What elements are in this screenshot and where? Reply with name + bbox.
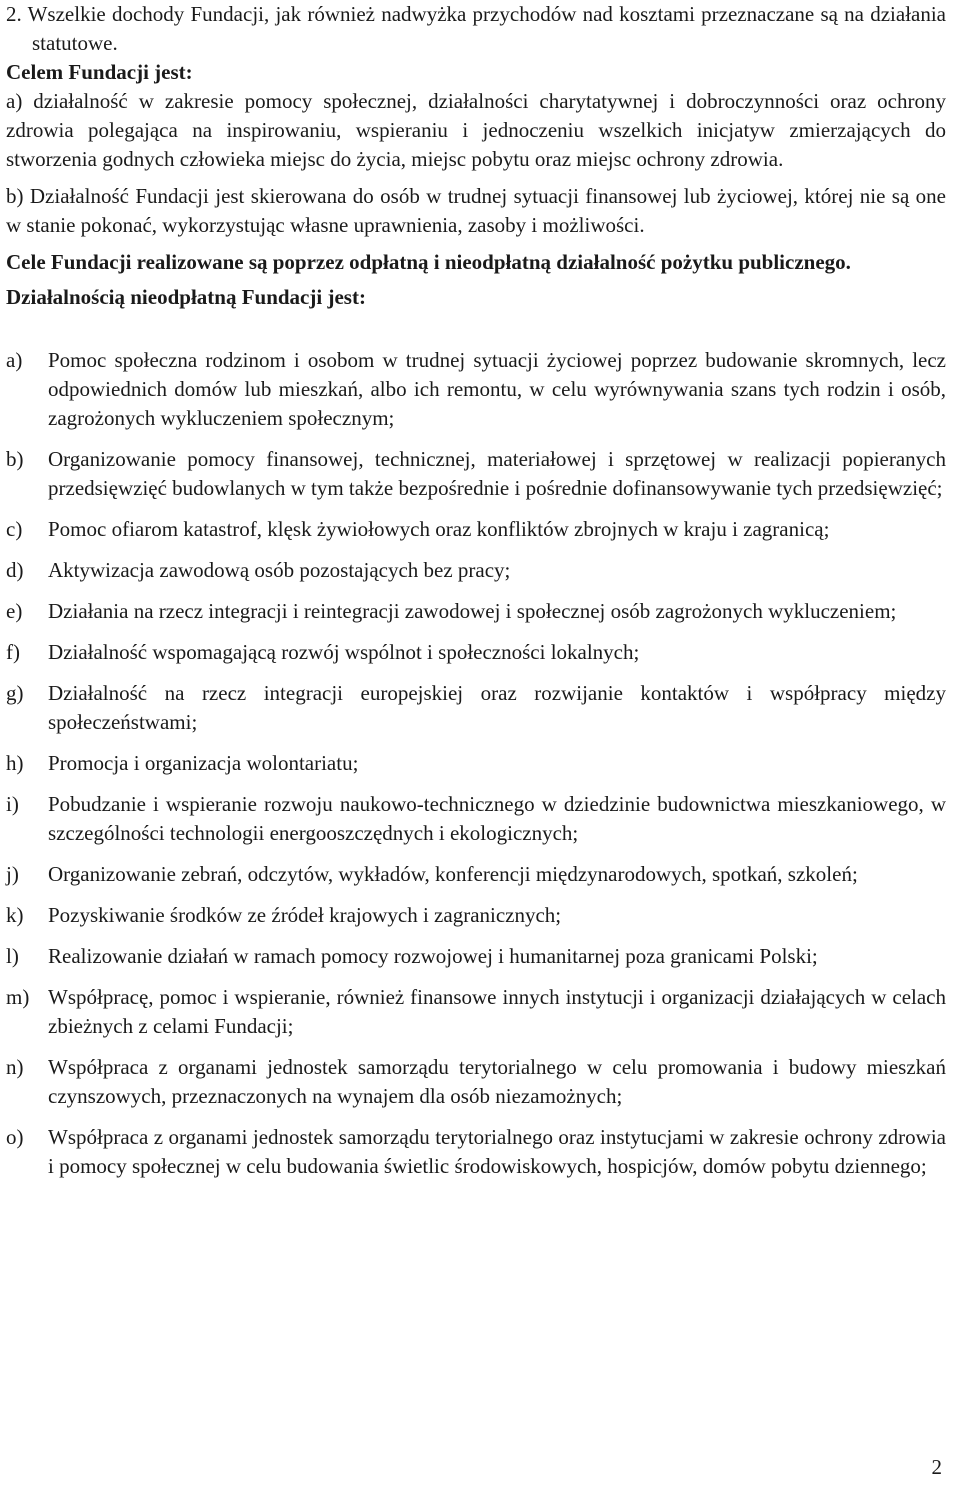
activity-label: j) <box>6 862 19 886</box>
activity-item <box>6 790 946 848</box>
activity-text: Współpraca z organami jednostek samorządu terytorialnego w celu promowania i budowy mieszkań czynszowych, przeznaczonych na wynajem dla osób niezamożnych; <box>48 1055 946 1108</box>
activity-text: Współpracę, pomoc i wspieranie, również finansowe innych instytucji i organizacji działających w celach zbieżnych z celami Fundacji; <box>48 985 946 1038</box>
activity-text: Współpraca z organami jednostek samorządu terytorialnego oraz instytucjami w zakresie ochrony zdrowia i pomocy społecznej w celu budowania świetlic środowiskowych, hospicjów, domów pobytu dziennego; <box>48 1125 946 1178</box>
activity-label: b) <box>6 447 24 471</box>
activity-label: h) <box>6 751 24 775</box>
activity-item <box>6 1123 946 1181</box>
activity-text: Organizowanie zebrań, odczytów, wykładów, konferencji międzynarodowych, spotkań, szkoleń; <box>48 862 858 886</box>
activities-list <box>6 346 946 1181</box>
activity-text: Działalność wspomagającą rozwój wspólnot i społeczności lokalnych; <box>48 640 640 664</box>
activity-label: o) <box>6 1125 24 1149</box>
activity-item <box>6 860 946 889</box>
activity-label: e) <box>6 599 23 623</box>
activity-item <box>6 515 946 544</box>
activity-label: i) <box>6 792 19 816</box>
intro-text: Wszelkie dochody Fundacji, jak również nadwyżka przychodów nad kosztami przeznaczane są na działania statutowe. <box>27 2 947 55</box>
activity-item <box>6 597 946 626</box>
activity-item <box>6 749 946 778</box>
activity-text: Realizowanie działań w ramach pomocy rozwojowej i humanitarnej poza granicami Polski; <box>48 944 818 968</box>
activity-item <box>6 1053 946 1111</box>
activity-text: Działania na rzecz integracji i reintegracji zawodowej i społecznej osób zagrożonych wykluczeniem; <box>48 599 897 623</box>
goals-statement: Cele Fundacji realizowane są poprzez odpłatną i nieodpłatną działalność pożytku publicznego. <box>6 250 851 274</box>
activity-label: k) <box>6 903 24 927</box>
activity-item <box>6 346 946 433</box>
activity-text: Pomoc społeczna rodzinom i osobom w trudnej sytuacji życiowej poprzez budowanie skromnych, lecz odpowiednich domów lub mieszkań, albo ich remontu, w celu wyrównywania szans tych rodzin i osób, zagrożonych wykluczeniem społecznym; <box>48 348 946 430</box>
intro-number: 2. <box>6 2 22 26</box>
activity-text: Promocja i organizacja wolontariatu; <box>48 751 359 775</box>
activity-label: l) <box>6 944 19 968</box>
document-page <box>6 0 946 1193</box>
activity-label: g) <box>6 681 24 705</box>
activity-item <box>6 942 946 971</box>
purpose-heading: Celem Fundacji jest: <box>6 60 193 84</box>
activity-item <box>6 901 946 930</box>
activity-item <box>6 679 946 737</box>
activity-label: c) <box>6 517 23 541</box>
activity-text: Pobudzanie i wspieranie rozwoju naukowo-technicznego w dziedzinie budownictwa mieszkaniowego, w szczególności technologii energooszczędnych i ekologicznych; <box>48 792 946 845</box>
purpose-item-a: a) działalność w zakresie pomocy społecznej, działalności charytatywnej i dobroczynności oraz ochrony zdrowia polegająca na inspirowaniu, wspieraniu i jednoczeniu wszelkich inicjatyw zmierzających do stworzenia godnych człowieka miejsc do życia, miejsc pobytu oraz miejsc ochrony zdrowia. <box>6 89 946 171</box>
activity-label: f) <box>6 640 20 664</box>
activity-text: Pozyskiwanie środków ze źródeł krajowych i zagranicznych; <box>48 903 562 927</box>
activity-item <box>6 556 946 585</box>
activity-item <box>6 983 946 1041</box>
intro-paragraph <box>6 0 946 58</box>
page-number: 2 <box>931 1455 942 1479</box>
activity-text: Pomoc ofiarom katastrof, klęsk żywiołowych oraz konfliktów zbrojnych w kraju i zagranicą; <box>48 517 830 541</box>
activity-item <box>6 445 946 503</box>
purpose-item-b: b) Działalność Fundacji jest skierowana do osób w trudnej sytuacji finansowej lub życiowej, której nie są one w stanie pokonać, wykorzystując własne uprawnienia, zasoby i możliwości. <box>6 184 946 237</box>
activity-text: Działalność na rzecz integracji europejskiej oraz rozwijanie kontaktów i współpracy między społeczeństwami; <box>48 681 946 734</box>
activity-item <box>6 638 946 667</box>
free-activity-heading: Działalnością nieodpłatną Fundacji jest: <box>6 285 366 309</box>
activity-label: m) <box>6 985 30 1009</box>
activity-label: d) <box>6 558 24 582</box>
activity-text: Organizowanie pomocy finansowej, technicznej, materiałowej i sprzętowej w realizacji popieranych przedsięwzięć budowlanych w tym także bezpośrednie i pośrednie dofinansowywanie tych przedsięwzięć; <box>48 447 946 500</box>
activity-label: a) <box>6 348 23 372</box>
activity-text: Aktywizacja zawodową osób pozostających bez pracy; <box>48 558 511 582</box>
activity-label: n) <box>6 1055 24 1079</box>
